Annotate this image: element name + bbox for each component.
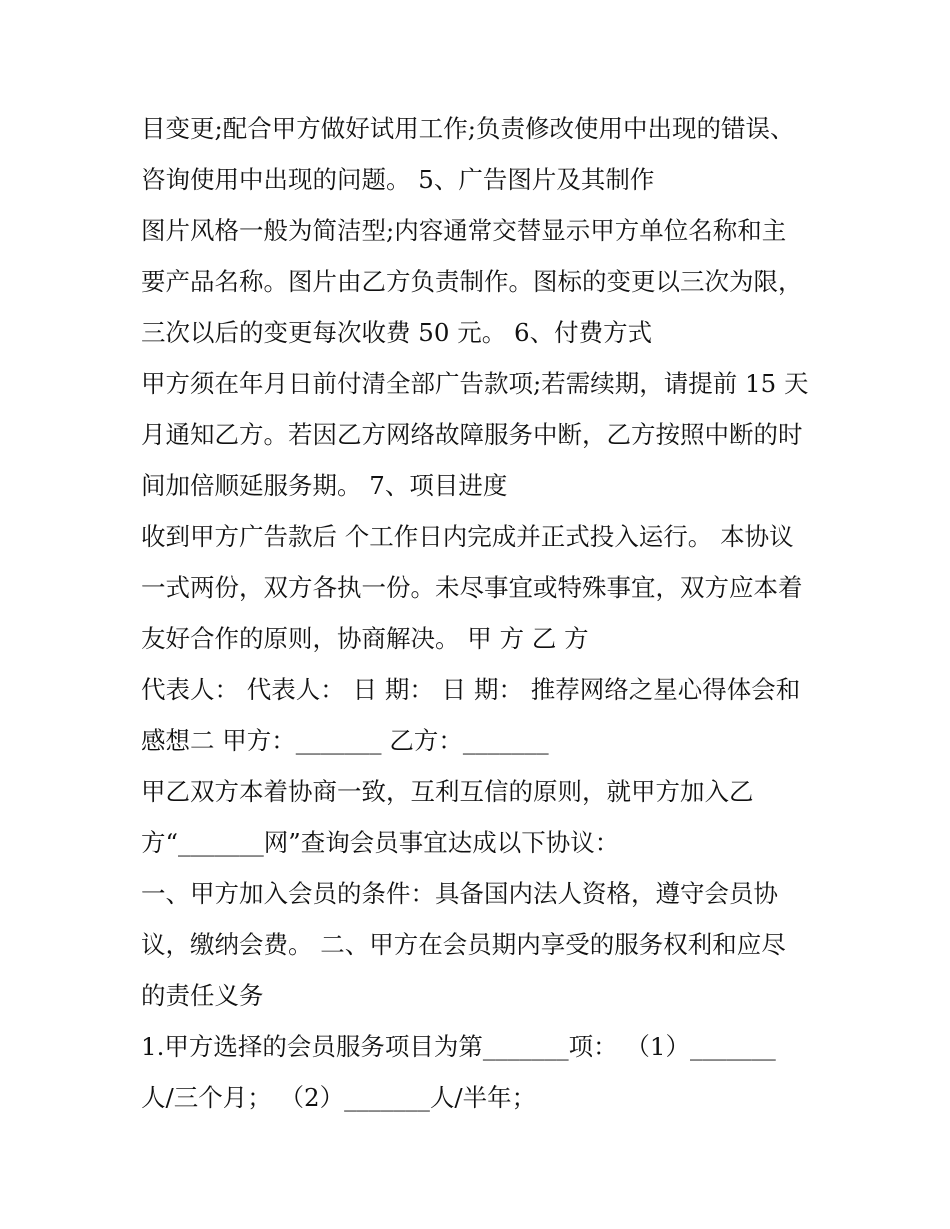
text-line: 议，缴纳会费。 二、甲方在会员期内享受的服务权利和应尽 <box>141 930 786 959</box>
text-line: 1.甲方选择的会员服务项目为第_______项： （1）_______ <box>141 1032 776 1061</box>
text-line: 图片风格一般为简洁型;内容通常交替显示甲方单位名称和主 <box>141 216 787 245</box>
text-line: 三次以后的变更每次收费 50 元。 6、付费方式 <box>141 318 653 347</box>
text-line: 友好合作的原则，协商解决。 甲 方 乙 方 <box>141 624 589 653</box>
text-line: 代表人： 代表人： 日 期： 日 期： 推荐网络之星心得体会和 <box>141 675 801 704</box>
text-line: 人/三个月； （2）_______人/半年； <box>141 1083 537 1112</box>
text-line: 感想二 甲方：_______ 乙方：_______ <box>141 726 549 755</box>
text-line: 咨询使用中出现的问题。 5、广告图片及其制作 <box>141 165 655 194</box>
document-body <box>141 103 821 1123</box>
text-line: 甲乙双方本着协商一致，互利互信的原则，就甲方加入乙 <box>141 777 754 806</box>
text-line: 间加倍顺延服务期。 7、项目进度 <box>141 471 508 500</box>
text-line: 的责任义务 <box>141 981 264 1010</box>
text-line: 一式两份，双方各执一份。未尽事宜或特殊事宜，双方应本着 <box>141 573 803 602</box>
text-line: 月通知乙方。若因乙方网络故障服务中断，乙方按照中断的时 <box>141 420 803 449</box>
text-line: 要产品名称。图片由乙方负责制作。图标的变更以三次为限， <box>141 267 803 296</box>
text-line: 目变更;配合甲方做好试用工作;负责修改使用中出现的错误、 <box>141 114 795 143</box>
text-line: 一、甲方加入会员的条件：具备国内法人资格，遵守会员协 <box>141 879 778 908</box>
text-line: 方“_______网”查询会员事宜达成以下协议： <box>141 828 620 857</box>
text-line: 收到甲方广告款后 个工作日内完成并正式投入运行。 本协议 <box>141 522 794 551</box>
text-line: 甲方须在年月日前付清全部广告款项;若需续期，请提前 15 天 <box>141 369 809 398</box>
